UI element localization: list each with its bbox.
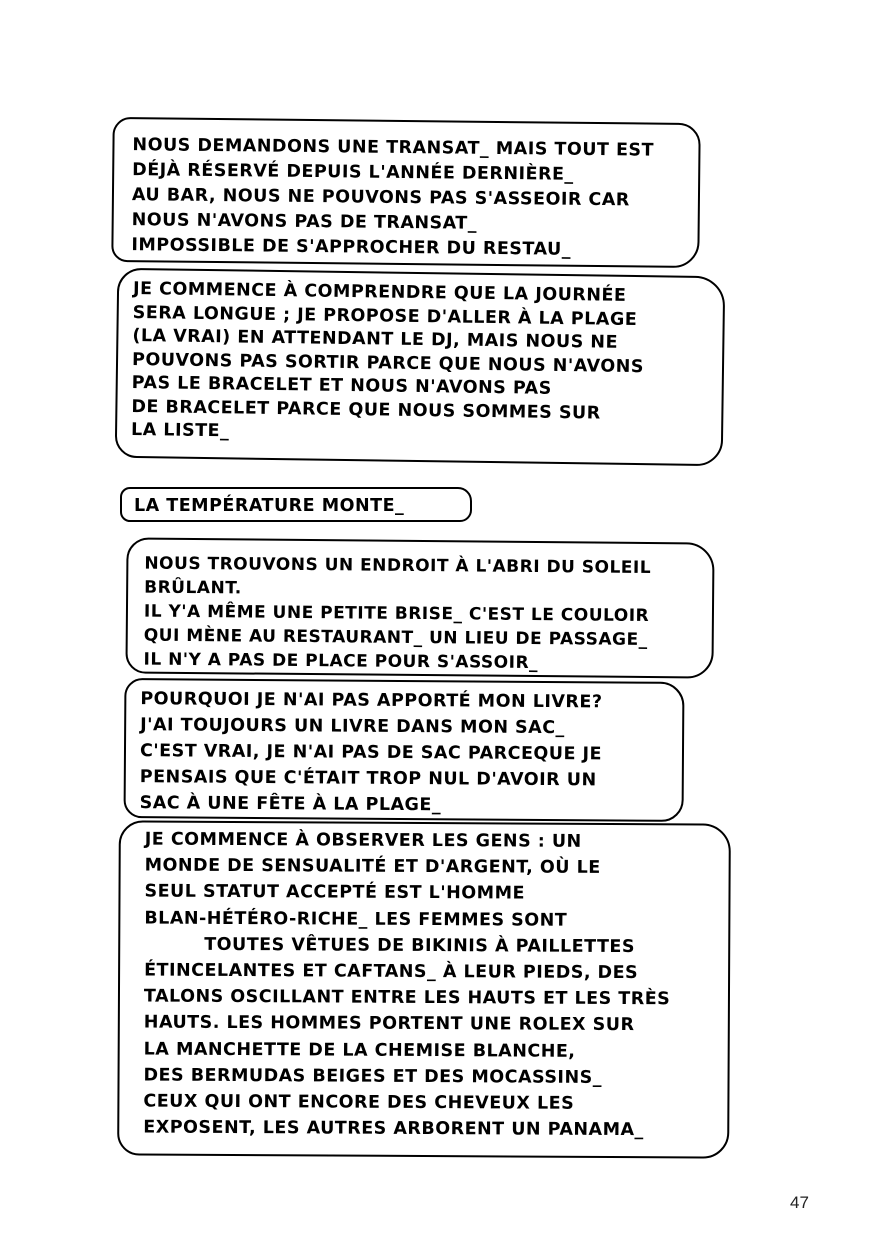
text-box-4 [125, 537, 714, 678]
text-line: AU BAR, NOUS NE POUVONS PAS S'ASSEOIR CAR [131, 185, 630, 211]
text-line: NOUS DEMANDONS UNE TRANSAT_ MAIS TOUT EST [132, 135, 655, 161]
text-line: NOUS N'AVONS PAS DE TRANSAT_ [131, 210, 478, 234]
text-line: DE BRACELET PARCE QUE NOUS SOMMES SUR [131, 396, 601, 424]
text-line: BRÛLANT. [144, 577, 242, 599]
text-line: QUI MÈNE AU RESTAURANT_ UN LIEU DE PASSAGE_ [143, 625, 648, 650]
text-line: LA LISTE_ [130, 419, 230, 442]
text-line: LA MANCHETTE DE LA CHEMISE BLANCHE, [143, 1039, 576, 1062]
text-line: ÉTINCELANTES ET CAFTANS_ À LEUR PIEDS, DES [144, 960, 639, 984]
text-box-2 [115, 268, 726, 466]
text-line: EXPOSENT, LES AUTRES ARBORENT UN PANAMA_ [143, 1117, 644, 1141]
text-line: NOUS TROUVONS UN ENDROIT À L'ABRI DU SOLEIL [144, 553, 652, 579]
text-line: PENSAIS QUE C'ÉTAIT TROP NUL D'AVOIR UN [139, 767, 597, 791]
text-line: IMPOSSIBLE DE S'APPROCHER DU RESTAU_ [131, 235, 572, 260]
text-line: CEUX QUI ONT ENCORE DES CHEVEUX LES [143, 1091, 575, 1114]
page-number: 47 [790, 1193, 809, 1212]
text-line: J'AI TOUJOURS UN LIVRE DANS MON SAC_ [140, 715, 565, 739]
text-line: TOUTES VÊTUES DE BIKINIS À PAILLETTES [204, 934, 636, 957]
text-line: TALONS OSCILLANT ENTRE LES HAUTS ET LES TRÈS [143, 986, 671, 1010]
text-line: DÉJÀ RÉSERVÉ DEPUIS L'ANNÉE DERNIÈRE_ [132, 160, 574, 185]
text-line: BLAN-HÉTÉRO-RICHE_ LES FEMMES SONT [144, 908, 568, 931]
text-line: LA TEMPÉRATURE MONTE_ [134, 496, 405, 516]
text-line: IL N'Y A PAS DE PLACE POUR S'ASSOIR_ [143, 649, 539, 674]
text-line: C'EST VRAI, JE N'AI PAS DE SAC PARCEQUE JE [139, 741, 603, 765]
text-line: SERA LONGUE ; JE PROPOSE D'ALLER À LA PLAGE [132, 302, 638, 330]
text-box-5 [124, 678, 685, 822]
text-box-1 [111, 117, 700, 268]
text-line: JE COMMENCE À OBSERVER LES GENS : UN [144, 829, 582, 852]
text-line: POUVONS PAS SORTIR PARCE QUE NOUS N'AVONS [131, 349, 645, 377]
text-line: PAS LE BRACELET ET NOUS N'AVONS PAS [131, 372, 552, 399]
text-line: MONDE DE SENSUALITÉ ET D'ARGENT, OÙ LE [144, 855, 601, 879]
text-box-3 [120, 487, 472, 522]
text-line: SAC À UNE FÊTE À LA PLAGE_ [139, 793, 442, 816]
text-line: POURQUOI JE N'AI PAS APPORTÉ MON LIVRE? [140, 689, 603, 713]
text-box-6 [117, 820, 731, 1158]
text-line: JE COMMENCE À COMPRENDRE QUE LA JOURNÉE [132, 278, 627, 306]
text-line: IL Y'A MÊME UNE PETITE BRISE_ C'EST LE COULOIR [143, 601, 650, 626]
text-line: HAUTS. LES HOMMES PORTENT UNE ROLEX SUR [143, 1012, 635, 1036]
text-line: (LA VRAI) EN ATTENDANT LE DJ, MAIS NOUS NE [132, 325, 619, 353]
text-line: SEUL STATUT ACCEPTÉ EST L'HOMME [144, 881, 526, 904]
text-line: DES BERMUDAS BEIGES ET DES MOCASSINS_ [143, 1065, 603, 1088]
